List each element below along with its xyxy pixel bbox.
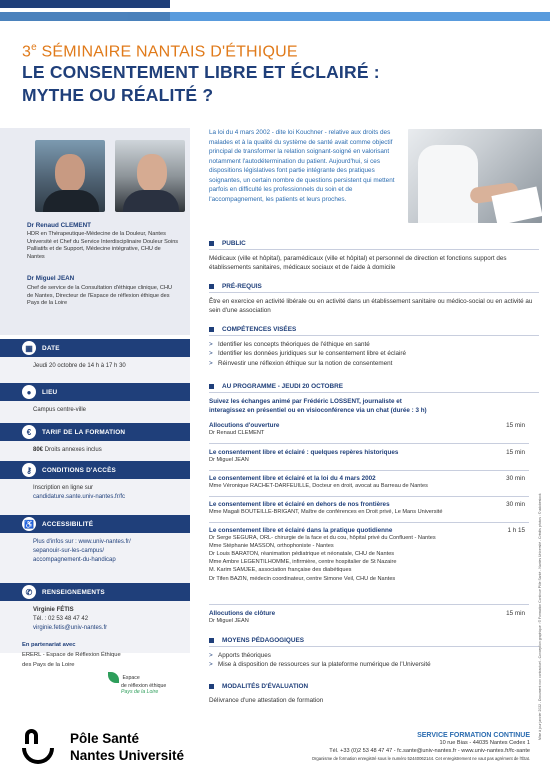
chevron-right-icon: >: [209, 350, 213, 358]
list-item: > Mise à disposition de ressources sur la plateforme numérique de l'Université: [209, 661, 431, 669]
footer-contact: SERVICE FORMATION CONTINUE 10 rue Bias - 44035 Nantes Cedex 1 Tél. +33 (0)2 53 48 47 47 - fc.sante@univ-nantes.fr - www.univ-nantes.fr/fc-sante Organisme de formation enregistré sous le numéro 52440062144. Cet enregistrement ne vaut pas agrément de l'État.: [230, 732, 530, 761]
accessibility-link[interactable]: Plus d'infos sur : www.univ-nantes.fr/: [33, 539, 131, 545]
seminar-subtitle: 3e SÉMINAIRE NANTAIS D'ÉTHIQUE: [22, 42, 298, 61]
speaker-name: Dr Miguel JEAN: [27, 275, 75, 282]
bullet-square-icon: [209, 384, 214, 389]
section-modalites: MODALITÉS D'ÉVALUATION Délivrance d'une attestation de formation: [209, 683, 324, 704]
bullet-square-icon: [209, 638, 214, 643]
speakers-panel: [0, 128, 190, 335]
bullet-square-icon: [209, 327, 214, 332]
bullet-square-icon: [209, 284, 214, 289]
tarif-value: 80€ Droits annexes inclus: [0, 441, 190, 461]
lieu-band: ● LIEU: [0, 383, 190, 401]
section-prerequis: PRÉ-REQUIS Être en exercice en activité libérale ou en activité dans un établissement sanitaire ou médico-social ou en activité au sein d'une association: [209, 283, 539, 316]
page-title-line2: MYTHE OU RÉALITÉ ?: [22, 84, 214, 105]
page-header: [22, 42, 532, 106]
conditions-value: Inscription en ligne sur candidature.sante.univ-nantes.fr/fc: [0, 479, 190, 515]
wheelchair-icon: ♿: [22, 517, 36, 531]
erepl-logo: Espace de réflexion éthique Pays de la Loire: [108, 672, 166, 695]
section-competences: COMPÉTENCES VISÉES > Identifier les concepts théoriques de l'éthique en santé > Identifier les données juridiques sur le consentement libre et éclairé > Réinvestir une réflexion éthique sur la notion de consentement: [209, 326, 539, 368]
phone-icon: ✆: [22, 585, 36, 599]
nantes-universite-logo-icon: [22, 729, 60, 767]
euro-icon: €: [22, 425, 36, 439]
vertical-legal-note: Mise à jour janvier 2022 - Document non contractuel - Conception graphique : © Formation Continue Pôle Santé - Nantes Université - Crédits photos : © adobestock: [538, 493, 542, 740]
intro-text: La loi du 4 mars 2002 - dite loi Kouchner - relative aux droits des malades et à la qualité du système de santé avait comme objectif principal de transformer la relation soignant-soigné en valorisant notamment l'autodétermination du patient. Aujourd'hui, si ces dispositions législatives font partie intégrante des pratiques soignantes, un certain nombre de questions persistent qui mettent parfois en difficulté les professionnels du soin et de l'accompagnement, les patients et leurs proches.: [209, 129, 395, 203]
doctor-consultation-photo: [408, 129, 542, 223]
programme-item: Allocutions de clôture Dr Miguel JEAN 15 min: [209, 610, 525, 624]
programme-item: Le consentement libre et éclairé en dehors de nos frontières Mme Magali BOUTEILLE-BRIGANT, Maître de conférences en Droit privé, Le Mans Université 30 min: [209, 501, 529, 523]
bullet-square-icon: [209, 684, 214, 689]
speaker-name: Dr Renaud CLEMENT: [27, 222, 92, 229]
candidature-link[interactable]: candidature.sante.univ-nantes.fr/fc: [33, 494, 126, 500]
programme-item: Allocutions d'ouverture Dr Renaud CLEMENT 15 min: [209, 422, 529, 444]
lieu-value: Campus centre-ville: [0, 401, 190, 423]
footer-contact-line: Tél. +33 (0)2 53 48 47 47 - fc.sante@univ-nantes.fr - www.univ-nantes.fr/fc-sante: [329, 748, 530, 755]
leaf-icon: [108, 672, 119, 683]
speaker-photo-clement: [35, 140, 105, 212]
programme-item: Le consentement libre et éclairé dans la pratique quotidienne Dr Serge SEGURA, ORL- chirurgie de la face et du cou, hôpital privé du Confluent - Nantes Mme Stéphanie MASSON, orthophoniste - Nantes Dr Louis BARATON, réanimation pédiatrique et néonatale, CHU de Nantes Mme Ambre LEGENTILHOMME, infirmière, centre hospitalier de St Nazaire M. Karim SAMJEE, association française des diabétiques Dr Tifen BAZIN, médecin coordinateur, centre Simone Veil, CHU de Nantes 1 h 15: [209, 527, 529, 605]
contact-email-link[interactable]: virginie.fetis@univ-nantes.fr: [33, 625, 108, 631]
renseignements-band: ✆ RENSEIGNEMENTS: [0, 583, 190, 601]
conditions-band: ⚷ CONDITIONS D'ACCÈS: [0, 461, 190, 479]
bullet-square-icon: [209, 241, 214, 246]
calendar-icon: ▦: [22, 341, 36, 355]
page-title-line1: LE CONSENTEMENT LIBRE ET ÉCLAIRÉ :: [22, 62, 380, 83]
partner-block: En partenariat avec ERERL - Espace de Réflexion Éthique des Pays de la Loire: [22, 642, 121, 668]
location-pin-icon: ●: [22, 385, 36, 399]
section-public: PUBLIC Médicaux (ville et hôpital), paramédicaux (ville et hôpital) et personnel de direction et fonctions support des établissements sanitaires, médicaux sociaux et de l'aide à domicile: [209, 240, 539, 273]
section-programme: AU PROGRAMME - JEUDI 20 OCTOBRE Suivez les échanges animé par Frédéric LOSSENT, journaliste et interagissez en présentiel ou en visioconférence via un chat (durée : 3 h): [209, 383, 539, 415]
chevron-right-icon: >: [209, 652, 213, 659]
speaker-photo-jean: [115, 140, 185, 212]
accessibility-value: Plus d'infos sur : www.univ-nantes.fr/ sepanouir-sur-les-campus/ accompagnement-du-handicap: [0, 533, 190, 583]
speaker-description: Chef de service de la Consultation d'éthique clinique, CHU de Nantes, Directeur de l'Espace de réflexion éthique des Pays de la Loire: [27, 285, 173, 307]
programme-item: Le consentement libre et éclairé et la loi du 4 mars 2002 Mme Véronique RACHET-DARFEUILLE, Docteur en droit, avocat au Barreau de Nantes 30 min: [209, 475, 529, 497]
accessibility-band: ♿ ACCESSIBILITÉ: [0, 515, 190, 533]
date-band: ▦ DATE: [0, 339, 190, 357]
key-icon: ⚷: [22, 463, 36, 477]
contact-value: Virginie FÉTIS Tél. : 02 53 48 47 42 virginie.fetis@univ-nantes.fr: [0, 601, 190, 653]
chevron-right-icon: >: [209, 359, 213, 367]
date-value: Jeudi 20 octobre de 14 h à 17 h 30: [0, 357, 190, 383]
chevron-right-icon: >: [209, 661, 213, 669]
section-moyens: MOYENS PÉDAGOGIQUES > Apports théoriques > Mise à disposition de ressources sur la plateforme numérique de l'Université: [209, 637, 539, 670]
list-item: > Identifier les concepts théoriques de l'éthique en santé: [209, 341, 370, 348]
chevron-right-icon: >: [209, 341, 213, 348]
top-bar-dark: [0, 0, 170, 8]
pole-sante-logo: Pôle Santé Nantes Université: [22, 729, 184, 767]
list-item: > Réinvestir une réflexion éthique sur la notion de consentement: [209, 359, 393, 367]
list-item: > Identifier les données juridiques sur le consentement libre et éclairé: [209, 350, 406, 358]
list-item: > Apports théoriques: [209, 652, 271, 659]
speaker-description: HDR en Thérapeutique-Médecine de la Douleur, Nantes Université et Chef du Service Interdisciplinaire Douleur Soins Palliatifs et de Support, Médecine intégrative, CHU de Nantes: [27, 231, 179, 261]
top-bar-light: [0, 12, 550, 21]
programme-item: Le consentement libre et éclairé : quelques repères historiques Dr Miguel JEAN 15 min: [209, 449, 529, 471]
tarif-band: € TARIF DE LA FORMATION: [0, 423, 190, 441]
